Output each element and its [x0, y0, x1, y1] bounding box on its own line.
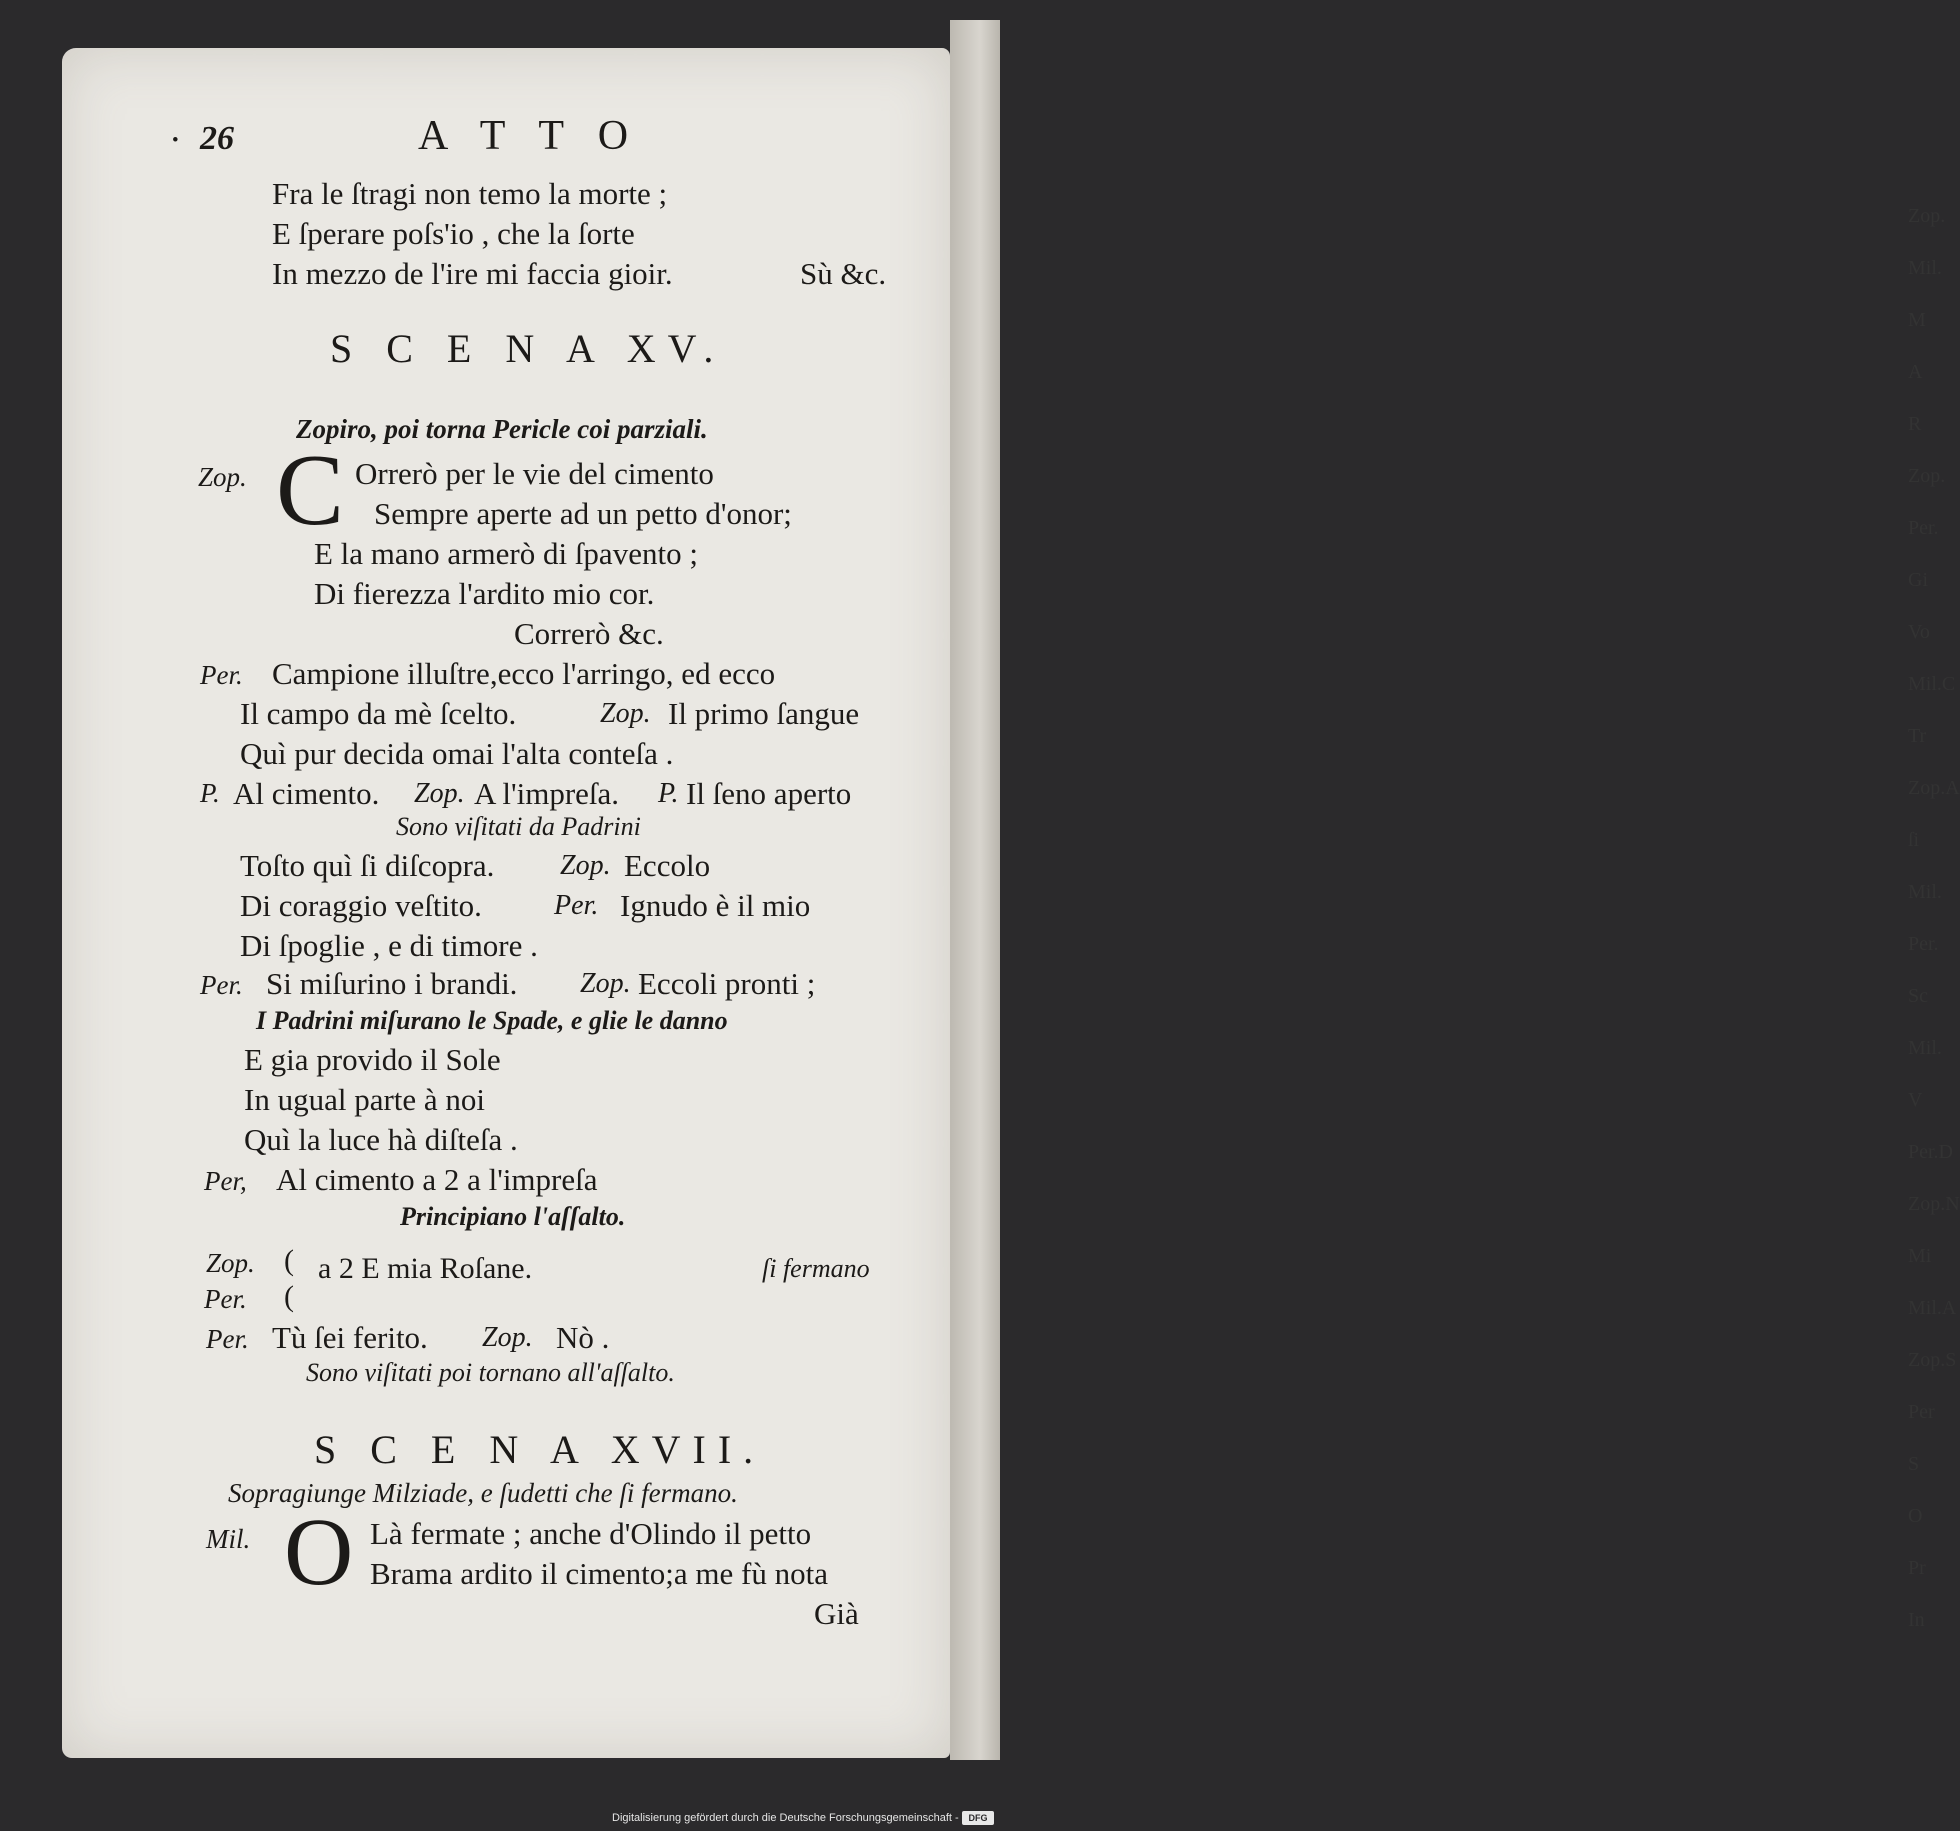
speaker-label: Per, [204, 1166, 247, 1196]
speaker-label: Zop. [482, 1322, 533, 1353]
facing-page-fragment: Tr [1908, 725, 1927, 747]
verse-line: Là fermate ; anche d'Olindo il petto [370, 1516, 812, 1551]
verse-line: Al cimento a 2 a l'impreſa [276, 1162, 598, 1197]
bracket: ( [284, 1244, 294, 1277]
facing-page-fragment: Per [1908, 1401, 1935, 1423]
digitization-credit: Digitalisierung gefördert durch die Deutsche Forschungsgemeinschaft - [612, 1812, 959, 1824]
verse-line: A l'impreſa. [474, 776, 620, 811]
speaker-label: Per. [554, 890, 599, 921]
speaker-label: Per. [204, 1284, 247, 1314]
verse-line: Toſto quì ſi diſcopra. [240, 848, 495, 883]
stage-direction: Principiano l'aſſalto. [400, 1202, 626, 1231]
verse-line: In mezzo de l'ire mi faccia gioir. [272, 256, 673, 291]
verse-line: Ignudo è il mio [620, 888, 811, 923]
facing-page-fragment: Per. [1908, 517, 1939, 539]
speaker-label: Zop. [198, 462, 247, 492]
facing-page-fragment: Zop. [1908, 465, 1946, 487]
verse-line: Quì pur decida omai l'alta conteſa . [240, 736, 674, 771]
stage-direction: Zopiro, poi torna Pericle coi parziali. [296, 414, 708, 444]
speaker-label: Zop. [560, 850, 611, 881]
speaker-label: Zop. [580, 968, 631, 999]
facing-page-fragment: A [1908, 361, 1923, 383]
facing-page-fragment: O [1908, 1505, 1923, 1527]
facing-page-fragment: Mil. [1908, 881, 1942, 903]
speaker-label: Per. [200, 660, 243, 690]
verse-line: E gia provido il Sole [244, 1042, 501, 1077]
verse-line: Correrò &c. [514, 616, 664, 651]
verse-line: E la mano armerò di ſpavento ; [314, 536, 698, 571]
facing-page-fragment: Zop.N [1908, 1193, 1960, 1215]
verse-line: Campione illuſtre,ecco l'arringo, ed ecco [272, 656, 776, 691]
speaker-label: Per. [200, 970, 243, 1000]
facing-page-fragment: Per. [1908, 933, 1939, 955]
verse-line: Al cimento. [233, 776, 380, 811]
verse-line: Brama ardito il cimento;a me fù nota [370, 1556, 828, 1591]
facing-page-fragment: Zop. [1908, 205, 1946, 227]
verse-line: Eccolo [624, 848, 711, 883]
facing-page-edge [950, 20, 1960, 1760]
stage-direction: Sono viſitati poi tornano all'aſſalto. [306, 1358, 675, 1387]
verse-line: Orrerò per le vie del cimento [355, 456, 714, 491]
facing-page-fragment: S [1908, 1453, 1920, 1475]
verse-line: a 2 E mia Roſane. [318, 1252, 533, 1285]
drop-cap: C [276, 434, 345, 547]
scene-heading: S C E N A XVII. [314, 1427, 766, 1472]
facing-page-fragment: Mil.C [1908, 673, 1956, 695]
verse-line: Tù ſei ferito. [272, 1320, 428, 1355]
facing-page-fragment: R [1908, 413, 1922, 435]
verse-line: Quì la luce hà diſteſa . [244, 1122, 518, 1157]
verse-line: Fra le ſtragi non temo la morte ; [272, 176, 668, 211]
running-title: A T T O [418, 113, 641, 159]
stage-direction: Sono viſitati da Padrini [396, 812, 641, 841]
repeat-cue: Sù &c. [800, 256, 887, 291]
facing-page-fragment: Mil.A [1908, 1297, 1957, 1319]
catchword: Già [814, 1596, 859, 1631]
facing-page-fragment: Gi [1908, 569, 1928, 591]
facing-page-fragment: ſi [1908, 829, 1920, 851]
page-number: 26 [200, 120, 234, 157]
verse-line: Di coraggio veſtito. [240, 888, 482, 923]
facing-page-fragment: Mil. [1908, 1037, 1942, 1059]
speaker-label: Zop. [206, 1248, 255, 1278]
verse-line: Si miſurino i brandi. [266, 966, 518, 1001]
facing-page-fragment: Zop.S [1908, 1349, 1957, 1371]
drop-cap: O [284, 1498, 354, 1605]
bracket: ( [284, 1280, 294, 1313]
speaker-label: Zop. [600, 698, 651, 729]
verse-line: Il ſeno aperto [686, 776, 852, 811]
facing-page-fragment: V [1908, 1089, 1923, 1111]
verse-line: Il primo ſangue [668, 696, 860, 731]
facing-page-fragment: Mi [1908, 1245, 1932, 1267]
stage-direction: I Padrini miſurano le Spade, e glie le danno [256, 1006, 728, 1035]
speaker-label: Per. [206, 1324, 249, 1354]
stage-direction: ſi fermano [762, 1254, 870, 1283]
verse-line: Di ſpoglie , e di timore . [240, 928, 538, 963]
speaker-label: P. [200, 778, 220, 808]
speaker-label: Mil. [206, 1524, 251, 1554]
facing-page-fragment: Zop.A [1908, 777, 1960, 799]
facing-page-fragment: Sc [1908, 985, 1928, 1007]
verse-line: E ſperare poſs'io , che la ſorte [272, 216, 635, 251]
speaker-label: Zop. [414, 778, 465, 809]
page-bullet: • [172, 130, 179, 151]
dfg-logo: DFG [962, 1811, 994, 1825]
facing-page-fragment: In [1908, 1609, 1925, 1631]
verse-line: Di fierezza l'ardito mio cor. [314, 576, 655, 611]
verse-line: Nò . [556, 1320, 610, 1355]
verse-line: In ugual parte à noi [244, 1082, 486, 1117]
verse-line: Eccoli pronti ; [638, 966, 816, 1001]
facing-page-fragment: Mil. [1908, 257, 1942, 279]
facing-page-fragment: Per.D [1908, 1141, 1953, 1163]
verse-line: Sempre aperte ad un petto d'onor; [374, 496, 792, 531]
facing-page-fragment: Vo [1908, 621, 1930, 643]
verse-line: Il campo da mè ſcelto. [240, 696, 517, 731]
scene-heading: S C E N A XV. [330, 326, 726, 371]
stage-direction: Sopragiunge Milziade, e ſudetti che ſi fermano. [228, 1478, 738, 1508]
facing-page-fragment: Pr [1908, 1557, 1926, 1579]
facing-page-fragments [1908, 190, 1960, 1690]
speaker-label: P. [658, 778, 679, 809]
facing-page-fragment: M [1908, 309, 1926, 331]
